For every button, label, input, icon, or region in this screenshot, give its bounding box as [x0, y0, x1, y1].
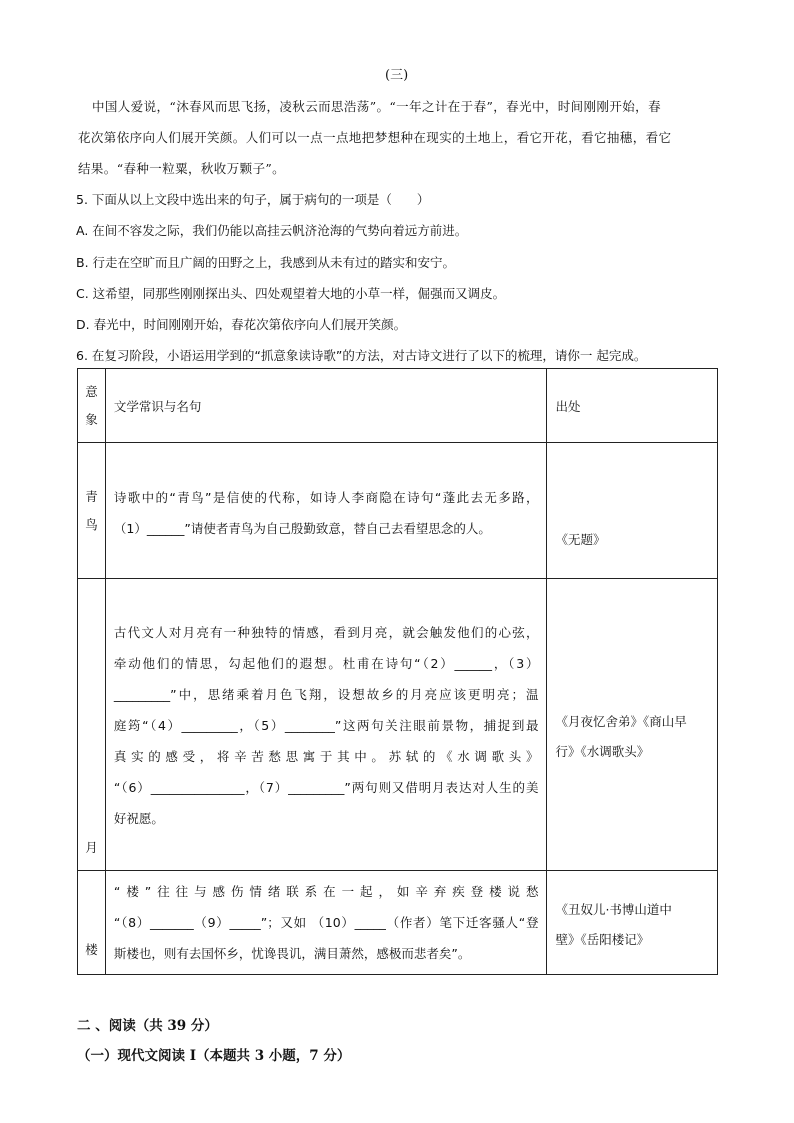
content-line: 斯楼也，则有去国怀乡，忧谗畏讥，满目萧然，感极而悲者矣”。 [113, 946, 471, 961]
table-row [78, 579, 718, 871]
source-cell [547, 579, 718, 871]
section-label: (三) [385, 68, 409, 83]
table-row [78, 871, 718, 975]
source-line: 《无题》 [555, 531, 606, 547]
imagery-table [77, 368, 718, 975]
header-image-char-2: 象 [85, 411, 98, 427]
image-cell [78, 579, 106, 871]
image-cell [78, 871, 106, 975]
image-char-bottom: 月 [85, 840, 98, 855]
question-6-stem: 6. 在复习阶段，小语运用学到的“抓意象读诗歌”的方法，对古诗文进行了以下的梳理，请你一 起完成。 [76, 348, 647, 363]
section-2-subtitle: （一）现代文阅读 I（本题共 3 小题，7 分） [77, 1048, 351, 1064]
content-line: “（8）_______（9）_____”；又如 （10）_____（作者）笔下迁客骚人“登 [113, 915, 539, 930]
question-5-option-c: C. 这希望，同那些刚刚探出头、四处观望着大地的小草一样，倔强而又调皮。 [76, 286, 506, 301]
table-header-row [78, 369, 718, 443]
source-line: 《月夜忆舍弟》《商山早 [555, 714, 687, 729]
question-5-option-d: D. 春光中，时间刚刚开始，春花次第依序向人们展开笑颜。 [76, 317, 407, 332]
content-line: 庭筠“（4）_________，（5）________”这两句关注眼前景物，捕捉到最 [113, 718, 539, 733]
header-image-char-1: 意 [85, 383, 98, 399]
content-line: “楼”往往与感伤情绪联系在一起，如辛弃疾登楼说愁 [113, 884, 539, 899]
content-line: 好祝愿。 [113, 811, 164, 826]
header-source-cell [547, 369, 718, 443]
header-source-label: 出处 [555, 398, 581, 414]
header-literature-cell [105, 369, 547, 443]
content-line: （1）______”请使者青鸟为自己殷勤致意，替自己去看望思念的人。 [113, 520, 491, 536]
content-line: 牵动他们的情思，勾起他们的遐想。杜甫在诗句“（2）______，（3） [113, 656, 539, 671]
content-cell [105, 871, 547, 975]
source-cell [547, 871, 718, 975]
question-5-option-a: A. 在间不容发之际，我们仍能以高挂云帆济沧海的气势向着远方前进。 [76, 223, 468, 238]
question-5-stem: 5. 下面从以上文段中选出来的句子，属于病句的一项是（ ） [76, 192, 430, 207]
source-line: 《丑奴儿·书博山道中 [555, 902, 672, 917]
content-line: “（6）_______________，（7）_________”两句则又借明月表达对人生的美 [113, 780, 539, 795]
passage-line-3: 结果。“春种一粒粟，秋收万颗子”。 [78, 161, 286, 176]
table-row [78, 443, 718, 579]
content-line: 诗歌中的“青鸟”是信使的代称，如诗人李商隐在诗句“蓬此去无多路， [113, 489, 539, 505]
question-5-option-b: B. 行走在空旷而且广阔的田野之上，我感到从未有过的踏实和安宁。 [76, 255, 456, 270]
header-literature-label: 文学常识与名句 [113, 398, 202, 414]
image-char-bottom: 鸟 [85, 516, 98, 532]
image-cell [78, 443, 106, 579]
content-line: 真实的感受，将辛苦愁思寓于其中。苏轼的《水调歌头》 [113, 749, 539, 764]
content-cell [105, 579, 547, 871]
image-char-bottom: 楼 [85, 942, 98, 957]
section-2-title: 二 、阅读（共 39 分） [77, 1018, 218, 1034]
content-line: 古代文人对月亮有一种独特的情感，看到月亮，就会触发他们的心弦， [113, 625, 539, 640]
passage-line-2: 花次第依序向人们展开笑颜。人们可以一点一点地把梦想种在现实的土地上，看它开花，看它抽穗，看它 [78, 130, 672, 145]
source-line: 壁》《岳阳楼记》 [555, 932, 650, 947]
header-image-cell [78, 369, 106, 443]
image-char-top: 青 [85, 488, 98, 504]
source-line: 行》《水调歌头》 [555, 744, 650, 759]
source-cell [547, 443, 718, 579]
content-cell [105, 443, 547, 579]
content-line: _________”中，思绪乘着月色飞翔，设想故乡的月亮应该更明亮；温 [113, 687, 539, 702]
passage-line-1: 中国人爱说，“沐春风而思飞扬，凌秋云而思浩荡”。“一年之计在于春”，春光中，时间刚刚开始，春 [92, 99, 661, 114]
